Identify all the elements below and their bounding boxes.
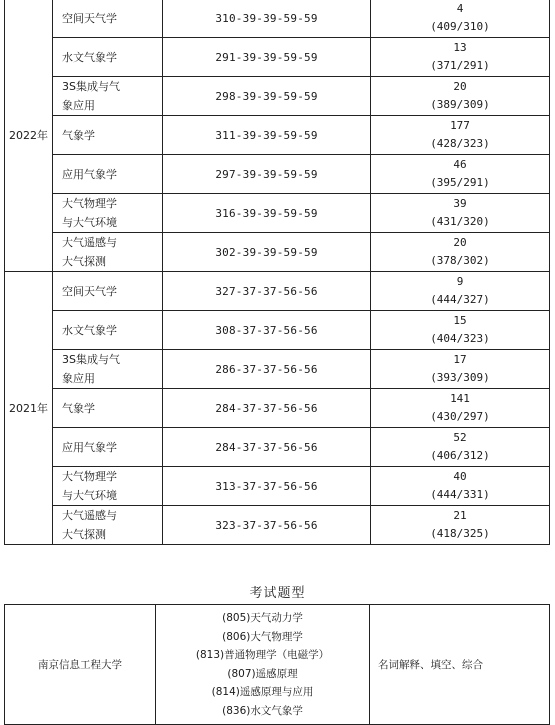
major-name-line: 空间天气学	[62, 11, 117, 25]
admission-count: 21	[453, 509, 467, 522]
score-line-cell: 327-37-37-56-56	[163, 272, 371, 311]
score-line-cell: 311-39-39-59-59	[163, 116, 371, 155]
table-row	[5, 38, 550, 77]
major-name-line: 应用气象学	[62, 440, 117, 454]
admission-count: 20	[453, 80, 467, 93]
admission-count: 4	[456, 2, 464, 15]
admission-count: 141	[450, 392, 470, 405]
table-row	[5, 467, 550, 506]
admission-cell	[371, 0, 550, 38]
admission-score-range: (409/310)	[430, 20, 490, 33]
admission-score-range: (418/325)	[430, 527, 490, 540]
major-cell	[53, 38, 163, 77]
major-name-line: 水文气象学	[62, 50, 117, 64]
table-row	[5, 155, 550, 194]
admission-count: 15	[453, 314, 467, 327]
table-row	[5, 272, 550, 311]
table-row	[5, 116, 550, 155]
major-name-line: 3S集成与气	[62, 353, 120, 366]
subject-line: (807)遥感原理	[227, 667, 298, 680]
score-line-cell: 316-39-39-59-59	[163, 194, 371, 233]
major-name-line: 大气探测	[62, 255, 106, 268]
major-cell	[53, 116, 163, 155]
major-name-line: 大气物理学	[62, 470, 117, 483]
admission-cell	[371, 233, 550, 272]
table-row	[5, 428, 550, 467]
admission-score-range: (393/309)	[430, 371, 490, 384]
score-line-cell: 284-37-37-56-56	[163, 428, 371, 467]
major-cell	[53, 311, 163, 350]
admission-count: 39	[453, 197, 467, 210]
subject-line: (814)遥感原理与应用	[211, 686, 314, 698]
admission-score-range: (428/323)	[430, 137, 490, 150]
table-row	[5, 506, 550, 545]
admission-score-range: (431/320)	[430, 215, 490, 228]
major-cell	[53, 506, 163, 545]
major-name-line: 大气遥感与	[62, 509, 117, 522]
table-row	[5, 389, 550, 428]
admission-score-range: (406/312)	[430, 449, 490, 462]
major-name-line: 大气遥感与	[62, 236, 117, 249]
major-cell	[53, 77, 163, 116]
admission-count: 46	[453, 158, 467, 171]
admission-cell	[371, 155, 550, 194]
major-cell	[53, 155, 163, 194]
subject-line: (836)水文气象学	[222, 704, 303, 717]
question-types-cell: 名词解释、填空、综合	[370, 605, 550, 725]
admission-count: 40	[453, 470, 467, 483]
admission-score-range: (389/309)	[430, 98, 490, 111]
admission-count: 177	[450, 119, 470, 132]
exam-type-heading: 考试题型	[249, 586, 306, 601]
school-cell: 南京信息工程大学	[5, 605, 156, 725]
major-cell	[53, 233, 163, 272]
admission-cell	[371, 38, 550, 77]
major-name-line: 气象学	[62, 128, 95, 142]
major-name-line: 大气物理学	[62, 197, 117, 210]
admission-cell	[371, 77, 550, 116]
admission-count: 17	[453, 353, 467, 366]
major-name-line: 应用气象学	[62, 167, 117, 181]
admission-score-range: (371/291)	[430, 59, 490, 72]
admission-cell	[371, 506, 550, 545]
major-cell	[53, 350, 163, 389]
subject-line: (805)天气动力学	[222, 612, 303, 624]
subject-line: (806)大气物理学	[222, 630, 303, 643]
major-name-line: 与大气环境	[62, 216, 117, 229]
year-cell: 2021年	[5, 272, 53, 545]
score-line-cell: 291-39-39-59-59	[163, 38, 371, 77]
major-cell	[53, 467, 163, 506]
admission-count: 52	[453, 431, 467, 444]
major-name-line: 空间天气学	[62, 284, 117, 298]
table-row	[5, 194, 550, 233]
admission-cell	[371, 389, 550, 428]
admission-count: 13	[453, 41, 467, 54]
major-cell	[53, 194, 163, 233]
admission-cell	[371, 350, 550, 389]
admission-count: 9	[456, 275, 464, 288]
major-name-line: 与大气环境	[62, 489, 117, 502]
score-line-cell: 286-37-37-56-56	[163, 350, 371, 389]
table-row	[5, 77, 550, 116]
major-cell	[53, 389, 163, 428]
score-line-cell: 310-39-39-59-59	[163, 0, 371, 38]
table-row	[5, 0, 550, 38]
major-name-line: 3S集成与气	[62, 80, 120, 93]
admission-score-range: (444/327)	[430, 293, 490, 306]
major-name-line: 大气探测	[62, 528, 106, 541]
admission-count: 20	[453, 236, 467, 249]
major-cell	[53, 0, 163, 38]
major-name-line: 象应用	[62, 372, 95, 385]
admission-score-range: (378/302)	[430, 254, 490, 267]
admission-cell	[371, 467, 550, 506]
admission-score-range: (395/291)	[430, 176, 490, 189]
score-line-cell: 313-37-37-56-56	[163, 467, 371, 506]
admission-cell	[371, 116, 550, 155]
table-row	[5, 233, 550, 272]
table-row	[5, 311, 550, 350]
admission-cell	[371, 272, 550, 311]
score-table	[4, 0, 550, 545]
admission-score-range: (430/297)	[430, 410, 490, 423]
major-name-line: 象应用	[62, 99, 95, 112]
major-cell	[53, 428, 163, 467]
admission-score-range: (444/331)	[430, 488, 490, 501]
major-name-line: 水文气象学	[62, 323, 117, 337]
score-line-cell: 284-37-37-56-56	[163, 389, 371, 428]
score-line-cell: 308-37-37-56-56	[163, 311, 371, 350]
admission-cell	[371, 194, 550, 233]
subject-line: (813)普通物理学（电磁学）	[195, 649, 330, 661]
admission-score-range: (404/323)	[430, 332, 490, 345]
major-name-line: 气象学	[62, 401, 95, 415]
score-line-cell: 297-39-39-59-59	[163, 155, 371, 194]
exam-row	[5, 605, 550, 725]
admission-cell	[371, 311, 550, 350]
score-line-cell: 302-39-39-59-59	[163, 233, 371, 272]
score-line-cell: 323-37-37-56-56	[163, 506, 371, 545]
major-cell	[53, 272, 163, 311]
score-line-cell: 298-39-39-59-59	[163, 77, 371, 116]
table-row	[5, 350, 550, 389]
admission-cell	[371, 428, 550, 467]
subjects-cell	[156, 605, 370, 725]
year-cell: 2022年	[5, 0, 53, 272]
exam-type-table	[4, 604, 550, 725]
